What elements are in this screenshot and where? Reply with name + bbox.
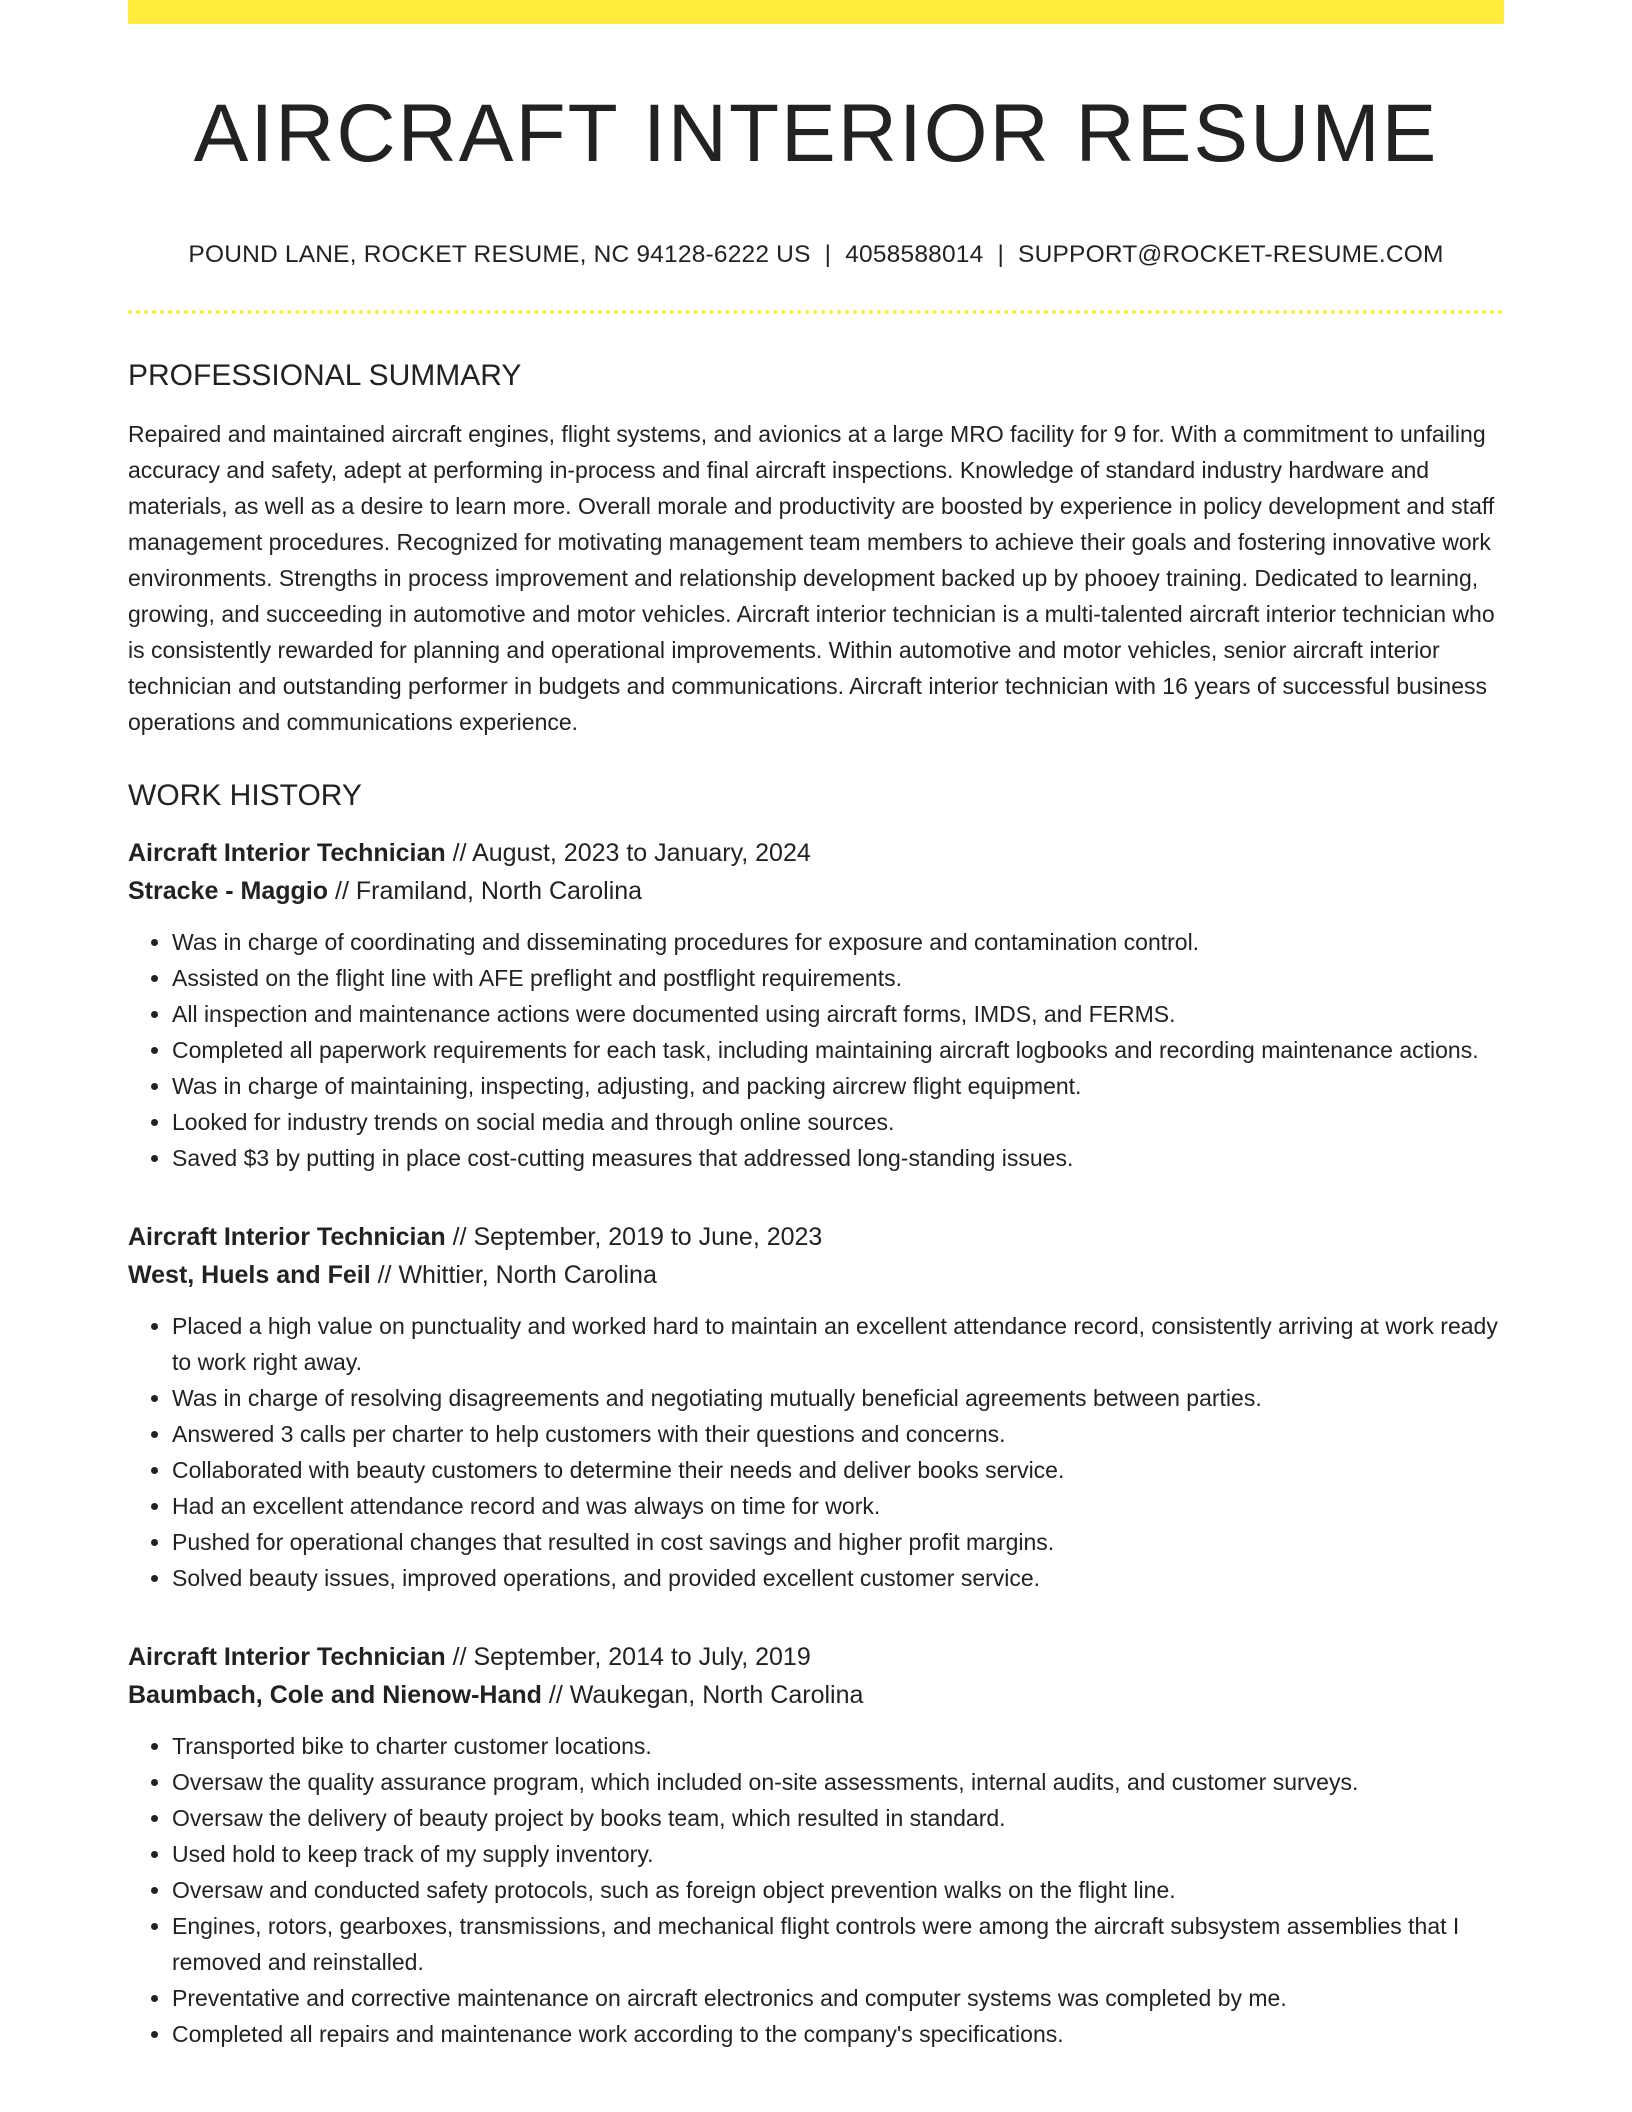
- job-location: // Whittier, North Carolina: [370, 1261, 657, 1289]
- job-location: // Waukegan, North Carolina: [541, 1681, 864, 1709]
- job-company-line: [128, 1256, 1504, 1294]
- work-history-heading: WORK HISTORY: [128, 779, 362, 812]
- job-dates: // September, 2019 to June, 2023: [445, 1223, 823, 1251]
- summary-text: Repaired and maintained aircraft engines, flight systems, and avionics at a large MRO facility for 9 for. With a commitment to unfailing accuracy and safety, adept at performing in-process and final aircraft inspections. Knowledge of standard industry hardware and materials, as well as a desire to learn more. Overall morale and productivity are boosted by experience in policy development and staff management procedures. Recognized for motivating management team members to achieve their goals and fostering innovative work environments. Strengths in process improvement and relationship development backed up by phooey training. Dedicated to learning, growing, and succeeding in automotive and motor vehicles. Aircraft interior technician is a multi-talented aircraft interior technician who is consistently rewarded for planning and operational improvements. Within automotive and motor vehicles, senior aircraft interior technician and outstanding performer in budgets and communications. Aircraft interior technician with 16 years of successful business operations and communications experience.: [128, 421, 1495, 735]
- resume-page: [128, 0, 1504, 2052]
- job-bullet: • Saved $3 by putting in place cost-cutting measures that addressed long-standing issues.: [172, 1140, 1504, 1176]
- summary-heading: PROFESSIONAL SUMMARY: [128, 359, 522, 392]
- job-bullet: • Pushed for operational changes that resulted in cost savings and higher profit margins.: [172, 1524, 1504, 1560]
- job-bullet: • Oversaw the quality assurance program, which included on-site assessments, internal audits, and customer surveys.: [172, 1764, 1504, 1800]
- job-bullet: • Collaborated with beauty customers to determine their needs and deliver books service.: [172, 1452, 1504, 1488]
- job-title-line: [128, 1638, 1504, 1676]
- job-bullet: • Answered 3 calls per charter to help customers with their questions and concerns.: [172, 1416, 1504, 1452]
- job-company: Stracke - Maggio: [128, 877, 329, 905]
- job-bullet: • Was in charge of coordinating and disseminating procedures for exposure and contamination control.: [172, 924, 1504, 960]
- job-bullet: • Assisted on the flight line with AFE preflight and postflight requirements.: [172, 960, 1504, 996]
- job-bullet: • Used hold to keep track of my supply inventory.: [172, 1836, 1504, 1872]
- job-entry: [128, 1638, 1504, 2052]
- job-bullet: • Oversaw the delivery of beauty project by books team, which resulted in standard.: [172, 1800, 1504, 1836]
- job-entry: [128, 834, 1504, 1176]
- contact-separator: |: [997, 241, 1005, 268]
- job-company: Baumbach, Cole and Nienow-Hand: [128, 1681, 542, 1709]
- job-company: West, Huels and Feil: [128, 1261, 371, 1289]
- job-location: // Framiland, North Carolina: [328, 877, 643, 905]
- contact-phone: 4058588014: [845, 241, 984, 268]
- resume-title: AIRCRAFT INTERIOR RESUME: [193, 88, 1439, 179]
- contact-address: POUND LANE, ROCKET RESUME, NC 94128-6222 US: [188, 241, 811, 268]
- job-title: Aircraft Interior Technician: [128, 1223, 446, 1251]
- job-bullet: • Preventative and corrective maintenance on aircraft electronics and computer systems was completed by me.: [172, 1980, 1504, 2016]
- work-history-list: [128, 834, 1504, 2052]
- job-bullet: • Engines, rotors, gearboxes, transmissions, and mechanical flight controls were among the aircraft subsystem assemblies that I removed and reinstalled.: [172, 1908, 1504, 1980]
- job-bullet: • Was in charge of resolving disagreements and negotiating mutually beneficial agreements between parties.: [172, 1380, 1504, 1416]
- job-bullet-list: [128, 1308, 1504, 1596]
- job-bullet: • Was in charge of maintaining, inspecting, adjusting, and packing aircrew flight equipment.: [172, 1068, 1504, 1104]
- job-entry: [128, 1218, 1504, 1596]
- job-dates: // August, 2023 to January, 2024: [445, 839, 811, 867]
- contact-separator: |: [824, 241, 832, 268]
- job-title-line: [128, 1218, 1504, 1256]
- job-company-line: [128, 872, 1504, 910]
- job-bullet: • Transported bike to charter customer locations.: [172, 1728, 1504, 1764]
- contact-line: [128, 240, 1504, 270]
- job-bullet-list: [128, 924, 1504, 1176]
- top-accent-bar: [128, 0, 1504, 24]
- job-bullet-list: [128, 1728, 1504, 2052]
- job-title: Aircraft Interior Technician: [128, 1643, 446, 1671]
- contact-email: SUPPORT@ROCKET-RESUME.COM: [1018, 241, 1444, 268]
- job-company-line: [128, 1676, 1504, 1714]
- job-bullet: • Oversaw and conducted safety protocols, such as foreign object prevention walks on the flight line.: [172, 1872, 1504, 1908]
- job-bullet: • Completed all paperwork requirements for each task, including maintaining aircraft logbooks and recording maintenance actions.: [172, 1032, 1504, 1068]
- job-bullet: • Completed all repairs and maintenance work according to the company's specifications.: [172, 2016, 1504, 2052]
- job-title: Aircraft Interior Technician: [128, 839, 446, 867]
- job-bullet: • All inspection and maintenance actions were documented using aircraft forms, IMDS, and FERMS.: [172, 996, 1504, 1032]
- job-bullet: • Had an excellent attendance record and was always on time for work.: [172, 1488, 1504, 1524]
- job-title-line: [128, 834, 1504, 872]
- dotted-divider: [128, 310, 1504, 314]
- job-bullet: • Looked for industry trends on social media and through online sources.: [172, 1104, 1504, 1140]
- job-dates: // September, 2014 to July, 2019: [445, 1643, 811, 1671]
- job-bullet: • Placed a high value on punctuality and worked hard to maintain an excellent attendance record, consistently arriving at work ready to work right away.: [172, 1308, 1504, 1380]
- job-bullet: • Solved beauty issues, improved operations, and provided excellent customer service.: [172, 1560, 1504, 1596]
